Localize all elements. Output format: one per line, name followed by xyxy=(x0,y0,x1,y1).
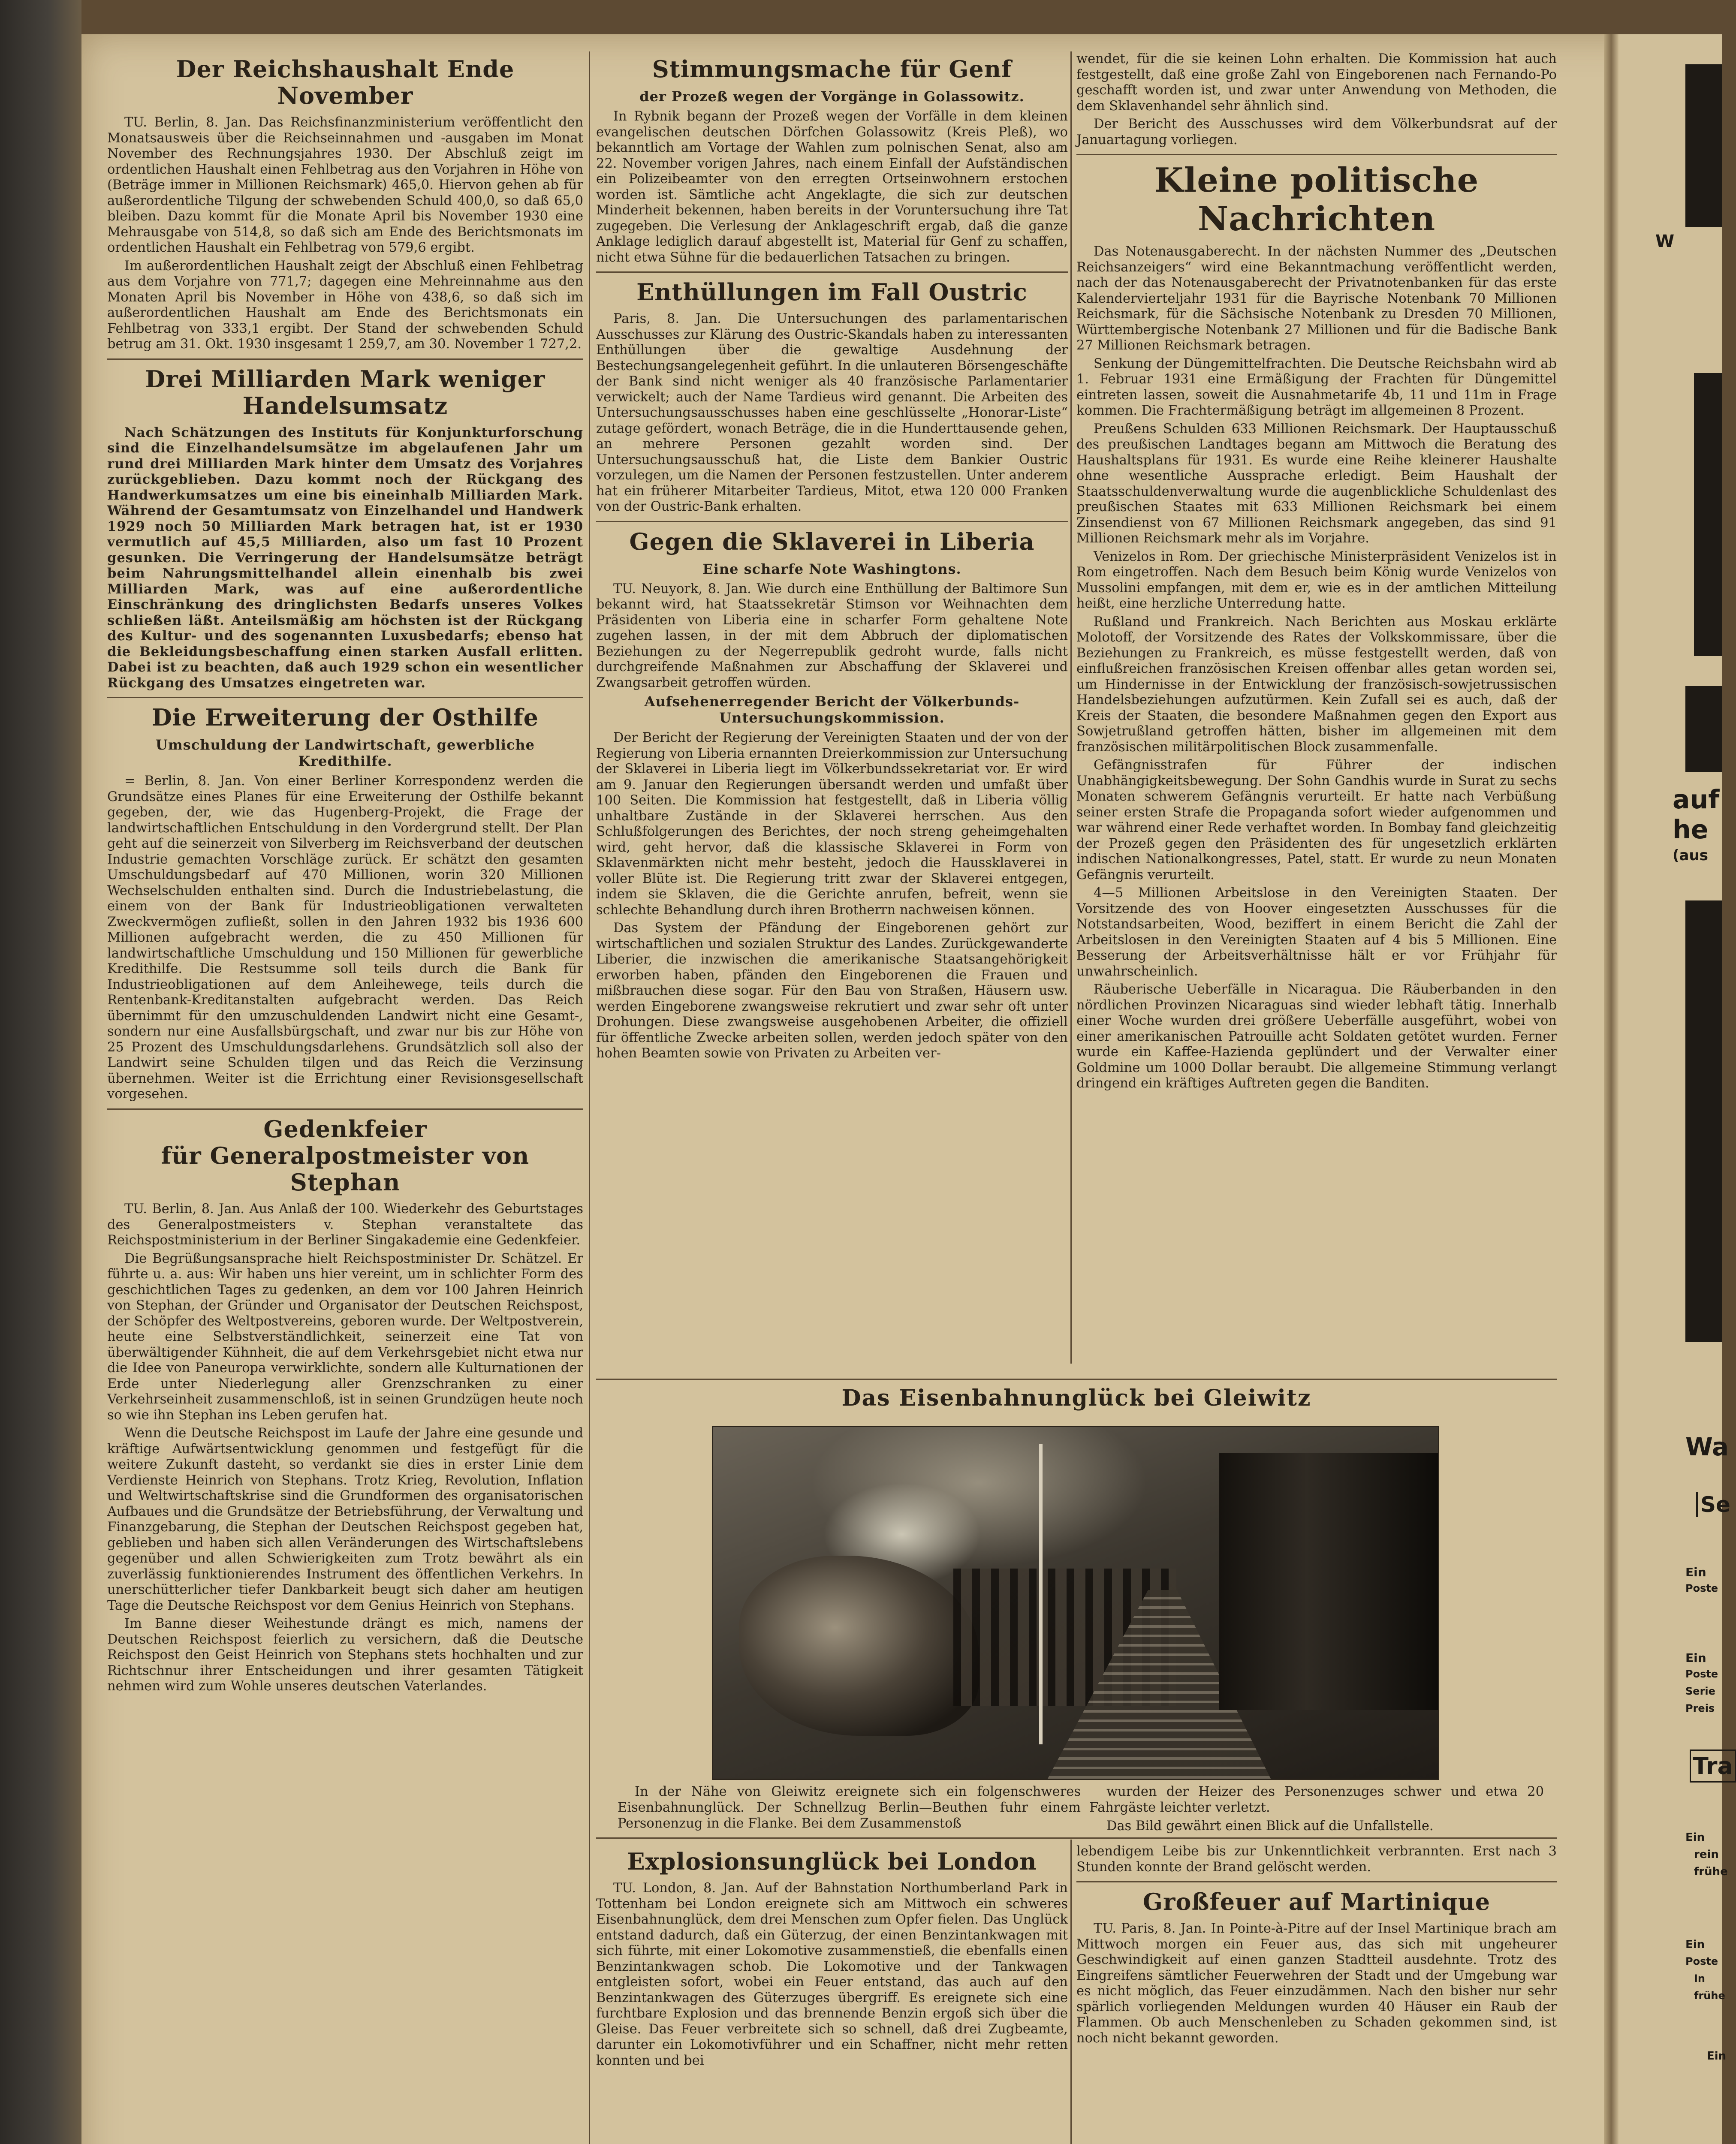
next-page-fragment: (aus xyxy=(1673,847,1708,864)
headline-oustric: Enthüllungen im Fall Oustric xyxy=(636,278,1028,306)
train-accident-photo xyxy=(712,1426,1439,1780)
caption-text: Das Bild gewährt einen Blick auf die Unfallstelle. xyxy=(1106,1819,1434,1834)
subheadline-liberia: Eine scharfe Note Washingtons. xyxy=(702,560,961,577)
next-page-fragment: Se xyxy=(1696,1492,1730,1517)
lower-left-article xyxy=(596,1844,1068,2071)
headline-gedenkfeier xyxy=(107,1116,583,1195)
paragraph: Die Begrüßungsansprache hielt Reichspostminister Dr. Schätzel. Er führte u. a. aus: Wir haben uns hier vereint, um in schlichter Form des geschichtlichen Tages zu gedenken, an dem vor 100 Jahren Heinrich von Stephan, der Gründer und Organisator der Deutschen Reichspost, der Schöpfer des Weltpostvereins, geboren wurde. Der Weltpostverein, heute eine Selbstverständlichkeit, seinerzeit eine Tat von überwältigender Kühnheit, die auf dem Verkehrsgebiet nicht etwa nur die Idee von Paneuropa verwirklichte, sondern alle Kulturnationen der Erde unter Niederlegung aller Grenzschranken zu einer Verkehrseinheit zusammenschloß, ist in seinen Grundzügen heute noch so wie ihn Stephan ins Leben gerufen hat. xyxy=(107,1251,583,1423)
photo-top-rule xyxy=(596,1379,1557,1380)
next-page-fragment: Ein xyxy=(1685,1938,1705,1951)
article-divider xyxy=(107,358,583,360)
paragraph: Gefängnisstrafen für Führer der indischen Unabhängigkeitsbewegung. Der Sohn Gandhis wurde in Surat zu sechs Monaten schwerem Gefängnis verurteilt. Er hatte nach Verbüßung seiner ersten Strafe die Propaganda sofort wieder aufgenommen und war während einer Rede verhaftet worden. In Bombay fand gleichzeitig der Prozeß gegen den Präsidenten des für ungesetzlich erklärten indischen Nationalkongresses, Patel, statt. Er wurde zu neun Monaten Gefängnis verurteilt. xyxy=(1076,758,1557,882)
paragraph: TU. London, 8. Jan. Auf der Bahnstation Northumberland Park in Tottenham bei London ereignete sich am Mittwoch ein schweres Eisenbahnunglück, dem drei Menschen zum Opfer fielen. Das Unglück entstand dadurch, daß ein Güterzug, der einen Benzintankwagen mit sich führte, mit einer Lokomotive zusammenstieß, die ebenfalls einen Benzintankwagen schob. Die Lokomotive und der Tankwagen entgleisten sofort, wobei ein Feuer entstand, das auch auf den Benzintankwagen des Güterzuges übergriff. Es ereignete sich eine furchtbare Explosion und das brennende Benzin ergoß sich über die Gleise. Das Feuer verbreitete sich so schnell, daß drei Zugbeamte, darunter ein Lokomotivführer und ein Schaffner, nicht mehr retten konnten und bei xyxy=(596,1881,1068,2068)
next-page-fragment: In xyxy=(1694,1972,1706,1984)
paragraph: Preußens Schulden 633 Millionen Reichsmark. Der Hauptausschuß des preußischen Landtages begann am Mittwoch die Beratung des Haushaltsplans für 1931. Es wurde eine Reihe kleinerer Haushalte ohne wesentliche Aussprache erledigt. Beim Haushalt der Staatsschuldenverwaltung wurde die augenblickliche Schuldenlast des preußischen Staates mit 633 Millionen Reichsmark bei einem Zinsendienst von 67 Millionen Reichsmark angegeben, das sind 91 Millionen Reichsmark mehr als im Vorjahre. xyxy=(1076,421,1557,546)
paragraph: Nach Schätzungen des Instituts für Konjunkturforschung sind die Einzelhandelsumsätze im abgelaufenen Jahr um rund drei Milliarden Mark hinter dem Umsatz des Vorjahres zurückgeblieben. Dazu kommt noch der Rückgang des Handwerkumsatzes um eine bis eineinhalb Milliarden Mark. Während der Gesamtumsatz von Einzelhandel und Handwerk 1929 noch 50 Milliarden Mark betragen hat, ist er 1930 vermutlich auf 45,5 Milliarden, also um fast 10 Prozent gesunken. Die Verringerung der Handelsumsätze beträgt beim Nahrungsmittelhandel allein einenhalb bis zwei Milliarden Mark, was auf eine außerordentliche Einschränkung des dringlichsten Bedarfs unseres Volkes schließen läßt. Anteilsmäßig am höchsten ist der Rückgang des Kultur- und des sogenannten Luxusbedarfs; ebenso hat die Bekleidungsbeschaffung einen starken Ausfall erlitten. Dabei ist zu beachten, daß auch 1929 schon ein wesentlicher Rückgang des Umsatzes eingetreten war. xyxy=(107,425,583,691)
next-page-ad-block xyxy=(1685,64,1722,227)
article-divider xyxy=(596,271,1068,273)
article-divider xyxy=(107,697,583,698)
photo-caption-left xyxy=(618,1784,1081,1834)
subheadline-osthilfe: Umschuldung der Landwirtschaft, gewerbliche Kredithilfe. xyxy=(156,737,535,770)
paragraph: Räuberische Ueberfälle in Nicaragua. Die Räuberbanden in den nördlichen Provinzen Nicaraguas sind wieder lebhaft tätig. Innerhalb einer Woche wurden drei größere Ueberfälle ausgeführt, wobei von einer amerikanischen Patrouille acht Soldaten getötet wurden. Ferner wurde ein Kaffee-Hazienda geplündert und der Verwalter einer Goldmine um 1000 Dollar beraubt. Die allgemeine Stimmung verlangt dringend ein kräftiges Auftreten gegen die Banditen. xyxy=(1076,982,1557,1091)
next-page-fragment: Ein xyxy=(1685,1831,1705,1844)
column-rule-2 xyxy=(1070,51,1072,1364)
next-page-fragment: auf xyxy=(1673,785,1720,815)
next-page-fragment: rein xyxy=(1694,1848,1719,1861)
paragraph: TU. Berlin, 8. Jan. Aus Anlaß der 100. Wiederkehr des Geburtstages des Generalpostmeisters v. Stephan veranstaltete das Reichspostministerium in der Berliner Singakademie eine Gedenkfeier. xyxy=(107,1201,583,1248)
next-page-fragment: Poste xyxy=(1685,1582,1718,1594)
paragraph: Das Notenausgaberecht. In der nächsten Nummer des „Deutschen Reichsanzeigers“ wird eine Bekanntmachung veröffentlicht werden, nach der das Notenausgaberecht der Privatnotenbanken für das erste Kalendervierteljahr 1931 für die Bayrische Notenbank 70 Millionen Reichsmark, für die Sächsische Notenbank zu Dresden 70 Millionen, Württembergische Notenbank 27 Millionen und für die Badische Bank 27 Millionen Reichsmark betragen. xyxy=(1076,244,1557,353)
page-fold xyxy=(1604,34,1618,2144)
next-page-fragment: Poste xyxy=(1685,1955,1718,1967)
next-page-fragment: Serie xyxy=(1685,1685,1715,1697)
paragraph: Im außerordentlichen Haushalt zeigt der Abschluß einen Fehlbetrag aus dem Vorjahre von 771,7; dagegen eine Mehreinnahme aus den Monaten April bis November in Höhe von 438,6, so daß sich im außerordentlichen Haushalt am Ende des Berichtsmonats ein Fehlbetrag von 333,1 ergibt. Der Stand der schwebenden Schuld betrug am 31. Okt. 1930 insgesamt 1 259,7, am 30. November 1 727,2. xyxy=(107,258,583,352)
next-page-fragment: Poste xyxy=(1685,1668,1718,1680)
binding-spine xyxy=(0,0,81,2144)
next-page-ad-block xyxy=(1685,686,1722,772)
paragraph: 4—5 Millionen Arbeitslose in den Vereinigten Staaten. Der Vorsitzende des von Hoover eingesetzten Ausschusses für die Notstandsarbeiten, Wood, beziffert in einem Bericht die Zahl der Arbeitslosen in den Vereinigten Staaten auf 4 bis 5 Millionen. Eine Besserung der Arbeitsverhältnisse hält er vor Frühjahr für unwahrscheinlich. xyxy=(1076,885,1557,979)
headline-gedenkfeier-line-2: für Generalpostmeister von Stephan xyxy=(161,1142,530,1196)
paragraph: Der Bericht des Ausschusses wird dem Völkerbundsrat auf der Januartagung vorliegen. xyxy=(1076,117,1557,148)
column-1 xyxy=(107,51,583,1697)
photo-bottom-rule xyxy=(596,1837,1557,1839)
next-page-fragment: frühe xyxy=(1694,1990,1725,2002)
next-page-fragment: Tra xyxy=(1690,1750,1736,1783)
photo-train-carriage xyxy=(1219,1453,1438,1710)
headline-explosion-london: Explosionsunglück bei London xyxy=(627,1848,1037,1875)
column-rule-3 xyxy=(1070,1840,1072,2144)
paragraph-continued: lebendigem Leibe bis zur Unkenntlichkeit verbrannten. Erst nach 3 Stunden konnte der Brand gelöscht werden. xyxy=(1076,1844,1557,1875)
headline-martinique: Großfeuer auf Martinique xyxy=(1142,1888,1491,1915)
next-page-fragment: Ein xyxy=(1707,2050,1727,2063)
photo-caption-right xyxy=(1089,1784,1544,1837)
photo-wreckage xyxy=(739,1556,979,1736)
column-rule-1 xyxy=(589,51,590,2144)
paragraph: TU. Neuyork, 8. Jan. Wie durch eine Enthüllung der Baltimore Sun bekannt wird, hat Staatssekretär Stimson vor Weihnachten dem Präsidenten von Liberia eine in scharfer Form gehaltene Note zugehen lassen, in der mit dem Abbruch der diplomatischen Beziehungen zu der Negerrepublik gedroht wurde, falls nicht durchgreifende Maßnahmen zur Abschaffung der Sklaverei und Zwangsarbeit getroffen würden. xyxy=(596,581,1068,690)
article-divider xyxy=(1076,154,1557,155)
paragraph: Paris, 8. Jan. Die Untersuchungen des parlamentarischen Ausschusses zur Klärung des Oustric-Skandals haben zu interessanten Enthüllungen über die gewaltige Ausdehnung der Bestechungsangelegenheit geführt. In die unlauteren Börsengeschäfte der Bank sind nicht weniger als 40 französische Parlamentarier verwickelt; auch der Name Tardieus wird genannt. Die Arbeiten des Untersuchungsausschusses haben eine geschlüsselte „Honorar-Liste“ zutage gefördert, wonach Beträge, die in die Hunderttausende gehen, an mehrere Personen gezahlt worden sind. Der Untersuchungsausschuß hat, die Liste dem Bankier Oustric vorzulegen, um die Namen der Personen festzustellen. Unter anderem hat ein früherer Mitarbeiter Tardieus, Mitot, etwa 120 000 Franken von der Oustric-Bank erhalten. xyxy=(596,311,1068,515)
paragraph: Der Bericht der Regierung der Vereinigten Staaten und der von der Regierung von Liberia ernannten Dreierkommission zur Untersuchung der Sklaverei in Liberia liegt im Völkerbundssekretariat vor. Er wird am 9. Januar den Regierungen übersandt werden und umfaßt über 100 Seiten. Die Kommission hat festgestellt, daß in Liberia völlig unhaltbare Zustände in der Sklaverei herrschen. Aus den Schlußfolgerungen des Berichtes, der noch streng geheimgehalten wird, geht hervor, daß die klassische Sklaverei in Form von Sklavenmärkten nicht mehr besteht, jedoch die Haussklaverei in voller Blüte ist. Die Regierung tritt zwar der Sklaverei entgegen, indem sie Sklaven, die die Gerichte anrufen, befreit, wenn sie schlechte Behandlung durch ihren Brotherrn nachweisen können. xyxy=(596,730,1068,918)
article-divider xyxy=(1076,1881,1557,1882)
headline-handelsumsatz: Drei Milliarden Mark weniger Handelsumsatz xyxy=(145,365,546,419)
paragraph: In Rybnik begann der Prozeß wegen der Vorfälle in dem kleinen evangelischen deutschen Dörfchen Golassowitz (Kreis Pleß), wo bekanntlich am Vortage der Wahlen zum polnischen Senat, also am 22. November vorigen Jahres, nach einem Einfall der Aufständischen ein Polizeibeamter von den erregten Ortseinwohnern erstochen worden ist. Sämtliche acht Angeklagte, die sich zur deutschen Minderheit bekennen, haben bereits in der Voruntersuchung ihre Tat zugegeben. Die Verlesung der Anklageschrift ergab, daß die ganze Anklage lediglich darauf abgestellt ist, Material für Genf zu schaffen, nicht etwa Sühne für die bedauerlichen Tatsachen zu bringen. xyxy=(596,109,1068,265)
headline-gedenkfeier-line-1: Gedenkfeier xyxy=(263,1115,427,1143)
column-2 xyxy=(596,51,1068,1064)
paragraph: Wenn die Deutsche Reichspost im Laufe der Jahre eine gesunde und kräftige Aufwärtsentwicklung genommen und festgefügt für die weitere Zukunft dasteht, so verdankt sie dies in erster Linie dem Verdienste Heinrich von Stephans. Trotz Krieg, Revolution, Inflation und Weltwirtschaftskrise sind die Grundformen des organisatorischen Aufbaues und die Grundsätze der Betriebsführung, der Verwaltung und Finanzgebarung, die Stephan der Deutschen Reichspost gegeben hat, geblieben und haben sich allen Veränderungen des Wirtschaftslebens gegenüber und allen Schwierigkeiten zum Trotz bewährt als ein zuverlässig funktionierendes Instrument des öffentlichen Verkehrs. In unerschütterlicher tiefer Dankbarkeit beugt sich daher am heutigen Tage die Deutsche Reichspost vor dem Genius Heinrich von Stephans. xyxy=(107,1426,583,1613)
paragraph: = Berlin, 8. Jan. Von einer Berliner Korrespondenz werden die Grundsätze eines Planes für eine Erweiterung der Osthilfe bekannt gegeben, der, wie das Hugenberg-Projekt, die Frage der landwirtschaftlichen Entschuldung in den Vordergrund stellt. Der Plan geht auf die seinerzeit von Silverberg im Reichsverband der deutschen Industrie gemachten Vorschläge zurück. Er schätzt den gesamten Umschuldungsbedarf auf 470 Millionen, worin 320 Millionen Wechselschulden enthalten sind. Durch die Industriebelastung, die einem von der Bank für Industrieobligationen verwalteten Zweckvermögen zufließt, sollen in den Jahren 1932 bis 1936 600 Millionen aufgebracht werden, die zu 450 Millionen für landwirtschaftliche Umschuldung und 150 Millionen für gewerbliche Kredithilfe. Die Restsumme soll teils durch die Bank für Industrieobligationen auf dem Anleihewege, teils durch die Rentenbank-Kreditanstalten aufgebracht werden. Das Reich übernimmt für den umzuschuldenden Landwirt nicht eine Gesamt-, sondern nur eine Ausfallsbürgschaft, und zwar nur bis zur Höhe von 25 Prozent des Umschuldungsdarlehens. Grundsätzlich soll also der Landwirt seine Schulden tilgen und das Reich die Verzinsung übernehmen. Weiter ist die Errichtung einer Revisionsgesellschaft vorgesehen. xyxy=(107,774,583,1102)
next-page-fragment: frühe xyxy=(1694,1865,1728,1878)
next-page-fragment: W xyxy=(1655,232,1675,251)
paragraph-continued: wendet, für die sie keinen Lohn erhalten. Die Kommission hat auch festgestellt, daß eine große Zahl von Eingeborenen nach Fernando-Po geschafft worden ist, und zwar unter Anwendung von Methoden, die dem Sklavenhandel sehr ähnlich sind. xyxy=(1076,51,1557,114)
column-3 xyxy=(1076,51,1557,1094)
next-page-fragment: Preis xyxy=(1685,1702,1715,1714)
paragraph: Rußland und Frankreich. Nach Berichten aus Moskau erklärte Molotoff, der Vorsitzende des Rates der Volkskommissare, über die Beziehungen zu Frankreich, es müsse festgestellt werden, daß von einflußreichen französischen Kreisen offenbar alles getan worden sei, um Hindernisse in der Entwicklung der französisch-sowjetrussischen Handelsbeziehungen aufzutürmen. Kein Zufall sei es auch, daß der Kreis der Staaten, die besondere Maßnahmen gegen den Export aus Sowjetrußland getroffen hätten, bisher im allgemeinen mit dem französischen militärpolitischen Block zusammenfalle. xyxy=(1076,614,1557,755)
subheadline-genf: der Prozeß wegen der Vorgänge in Golassowitz. xyxy=(639,88,1025,105)
next-page-ad-block xyxy=(1694,373,1722,656)
next-page-ad-block xyxy=(1685,900,1722,1342)
lower-right-article xyxy=(1076,1844,1557,2049)
paragraph: TU. Berlin, 8. Jan. Das Reichsfinanzministerium veröffentlicht den Monatsausweis über die Reichseinnahmen und -ausgaben im Monat November des Rechnungsjahres 1930. Der Abschluß zeigt im ordentlichen Haushalt einen Fehlbetrag aus den Vorjahren in Höhe von (Beträge immer in Millionen Reichsmark) 465,0. Hiervon gehen ab für außerordentliche Tilgung der schwebenden Schuld 400,0, so daß 65,0 bleiben. Dazu kommt für die Monate April bis November 1930 eine Mehrausgabe von 514,8, so daß sich am Ende des Berichtsmonats im ordentlichen Haushalt ein Fehlbetrag von 579,6 ergibt. xyxy=(107,115,583,256)
paragraph: Venizelos in Rom. Der griechische Ministerpräsident Venizelos ist in Rom eingetroffen. Nach dem Besuch beim König wurde Venizelos von Mussolini empfangen, mit dem er, wie es in der amtlichen Mitteilung heißt, eine herzliche Unterredung hatte. xyxy=(1076,549,1557,611)
headline-liberia: Gegen die Sklaverei in Liberia xyxy=(629,527,1035,555)
next-page-fragment: he xyxy=(1673,815,1709,845)
next-page-fragment: Ein xyxy=(1685,1565,1706,1579)
paragraph: Im Banne dieser Weihestunde drängt es mich, namens der Deutschen Reichspost feierlich zu versichern, daß die Deutsche Reichspost den Geist Heinrich von Stephans stets hochhalten und zur Richtschnur ihrer Entscheidungen und ihrer gesamten Tätigkeit nehmen wird zum Wohle unseres deutschen Vaterlandes. xyxy=(107,1616,583,1694)
photo-headline: Das Eisenbahnunglück bei Gleiwitz xyxy=(841,1385,1311,1411)
next-page-fragment: Wa xyxy=(1685,1432,1729,1461)
photo-lamp-pole xyxy=(1039,1444,1043,1744)
headline-genf: Stimmungsmache für Genf xyxy=(652,55,1012,83)
next-page-fragment: Ein xyxy=(1685,1651,1706,1665)
paragraph: Das System der Pfändung der Eingeborenen gehört zur wirtschaftlichen und sozialen Struktur des Landes. Zurückgewanderte Liberier, die inzwischen die amerikanische Staatsangehörigkeit erworben haben, pfänden den Eingeborenen die Frauen und mißbrauchen diese sogar. Für den Bau von Straßen, Häusern usw. werden Eingeborene zwangsweise rekrutiert und zwar sehr oft unter Drohungen. Diese zwangsweise ausgehobenen Arbeiter, die offiziell für öffentliche Zwecke arbeiten sollen, werden jedoch später von den hohen Beamten sowie von Privaten zu Arbeiten ver- xyxy=(596,921,1068,1061)
headline-kleine-nachrichten: Kleine politische Nachrichten xyxy=(1154,161,1479,238)
article-divider xyxy=(596,521,1068,522)
headline-osthilfe: Die Erweiterung der Osthilfe xyxy=(152,704,539,732)
subheadline-liberia-2: Aufsehenerregender Bericht der Völkerbunds-Untersuchungskommission. xyxy=(644,693,1020,726)
headline-reichshaushalt: Der Reichshaushalt Ende November xyxy=(176,55,515,110)
caption-text: wurden der Heizer des Personenzuges schwer und etwa 20 Fahrgäste leichter verletzt. xyxy=(1089,1784,1544,1815)
paragraph: TU. Paris, 8. Jan. In Pointe-à-Pitre auf der Insel Martinique brach am Mittwoch morgen ein Feuer aus, das sich mit ungeheurer Geschwindigkeit auf einen ganzen Stadtteil ausdehnte. Trotz des Eingreifens sämtlicher Feuerwehren der Stadt und der Umgebung war es nicht möglich, das Feuer einzudämmen. Nach den bisher nur sehr spärlich vorliegenden Meldungen wurden 40 Häuser ein Raub der Flammen. Ob auch Menschenleben zu Schaden gekommen sind, ist noch nicht bekannt geworden. xyxy=(1076,1921,1557,2046)
paragraph: Senkung der Düngemittelfrachten. Die Deutsche Reichsbahn wird ab 1. Februar 1931 eine Ermäßigung der Frachten für Düngemittel eintreten lassen, soweit die Ausnahmetarife 4b, 11 und 11m in Frage kommen. Die Frachtermäßigung beträgt im allgemeinen 8 Prozent. xyxy=(1076,356,1557,419)
caption-text: In der Nähe von Gleiwitz ereignete sich ein folgenschweres Eisenbahnunglück. Der Schnellzug Berlin—Beuthen fuhr einem Personenzug in die Flanke. Bei dem Zusammenstoß xyxy=(618,1784,1081,1831)
article-divider xyxy=(107,1108,583,1110)
